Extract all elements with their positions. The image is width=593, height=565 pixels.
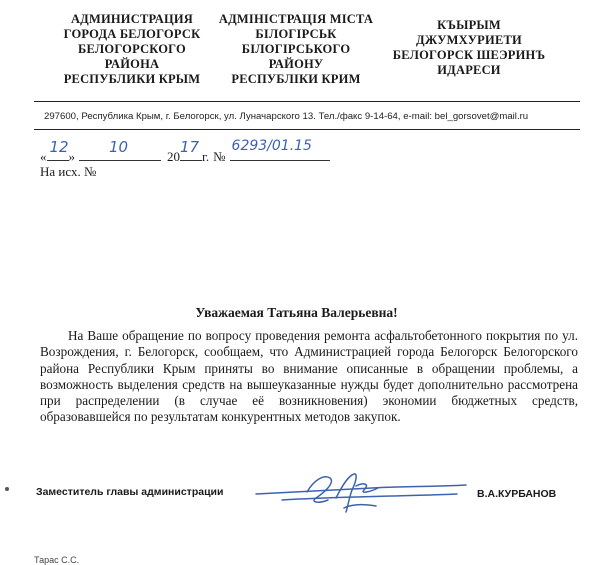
executor-note: Тарас С.С. <box>34 555 80 565</box>
ref-day: 12 <box>49 138 69 156</box>
header-ua <box>212 12 380 87</box>
incoming-label: На исх. № <box>40 164 97 179</box>
header-crh-line: ИДАРЕСИ <box>437 63 501 77</box>
header-crh-line: ДЖУМХУРИЕТИ <box>416 33 522 47</box>
ref-number-field <box>230 138 330 161</box>
header-crh-line: БЕЛОГОРСК ШЕЭРИНЪ <box>392 48 546 62</box>
ref-year: 17 <box>180 138 200 156</box>
header-divider-top <box>34 101 580 102</box>
ref-open-quote: « <box>40 149 47 164</box>
header-ru-line: ГОРОДА БЕЛОГОРСК <box>63 27 201 41</box>
header-ua-line: БІЛОГІРСЬК <box>255 27 337 41</box>
ref-year-prefix: 20 <box>167 149 180 164</box>
header-ru-line: АДМИНИСТРАЦИЯ <box>70 12 194 26</box>
ref-year-suffix: г. <box>202 149 210 164</box>
incoming-number-field <box>96 164 216 176</box>
header-ua-line: РЕСПУБЛІКИ КРИМ <box>231 72 361 86</box>
signer-title: Заместитель главы администрации <box>36 486 224 498</box>
header-ua-line: БІЛОГІРСЬКОГО <box>241 42 351 56</box>
address-line: 297600, Республика Крым, г. Белогорск, ул. Луначарского 13. Тел./факс 9-14-64, e-mail: bel_gorsovet@mail.ru <box>44 111 529 122</box>
header-divider-bottom <box>34 129 580 130</box>
header-ru-line: РАЙОНА <box>104 57 160 71</box>
header-ru-line: БЕЛОГОРСКОГО <box>78 42 186 56</box>
margin-dot <box>5 487 9 491</box>
header-ua-line: РАЙОНУ <box>268 57 324 71</box>
ref-month-field <box>79 138 161 161</box>
salutation: Уважаемая Татьяна Валерьевна! <box>195 305 398 320</box>
signature-icon <box>252 468 474 516</box>
ref-year-field <box>180 138 202 161</box>
ref-day-field <box>47 138 69 161</box>
header-ua-line: АДМІНІСТРАЦІЯ МІСТА <box>218 12 374 26</box>
letter-body: На Ваше обращение по вопросу проведения ремонта асфальтобетонного покрытия по ул. Возрождения, г. Белогорск, сообщаем, что Администрацией города Белогорск Белогорского района Республики Крым приняты во внимание описанные в обращении проблемы, а возможность выделения средств на вышеуказанные нужды будет дополнительно рассмотрена при распределении (в случае её возникновения) экономии бюджетных средств, образовавшейся по результатам конкурентных методов закупок. <box>40 328 578 425</box>
ref-month: 10 <box>109 138 129 156</box>
incoming-reference <box>40 164 216 180</box>
header-crh <box>380 18 558 78</box>
signer-name: В.А.КУРБАНОВ <box>477 488 557 500</box>
ref-number-label: № <box>213 149 226 164</box>
header-ru-line: РЕСПУБЛИКИ КРЫМ <box>63 72 201 86</box>
header-crh-line: КЪЫРЫМ <box>437 18 501 32</box>
outgoing-reference <box>40 138 330 165</box>
header-ru <box>52 12 212 87</box>
ref-number: 6293/01.15 <box>231 138 312 154</box>
ref-close-quote: » <box>68 149 75 164</box>
